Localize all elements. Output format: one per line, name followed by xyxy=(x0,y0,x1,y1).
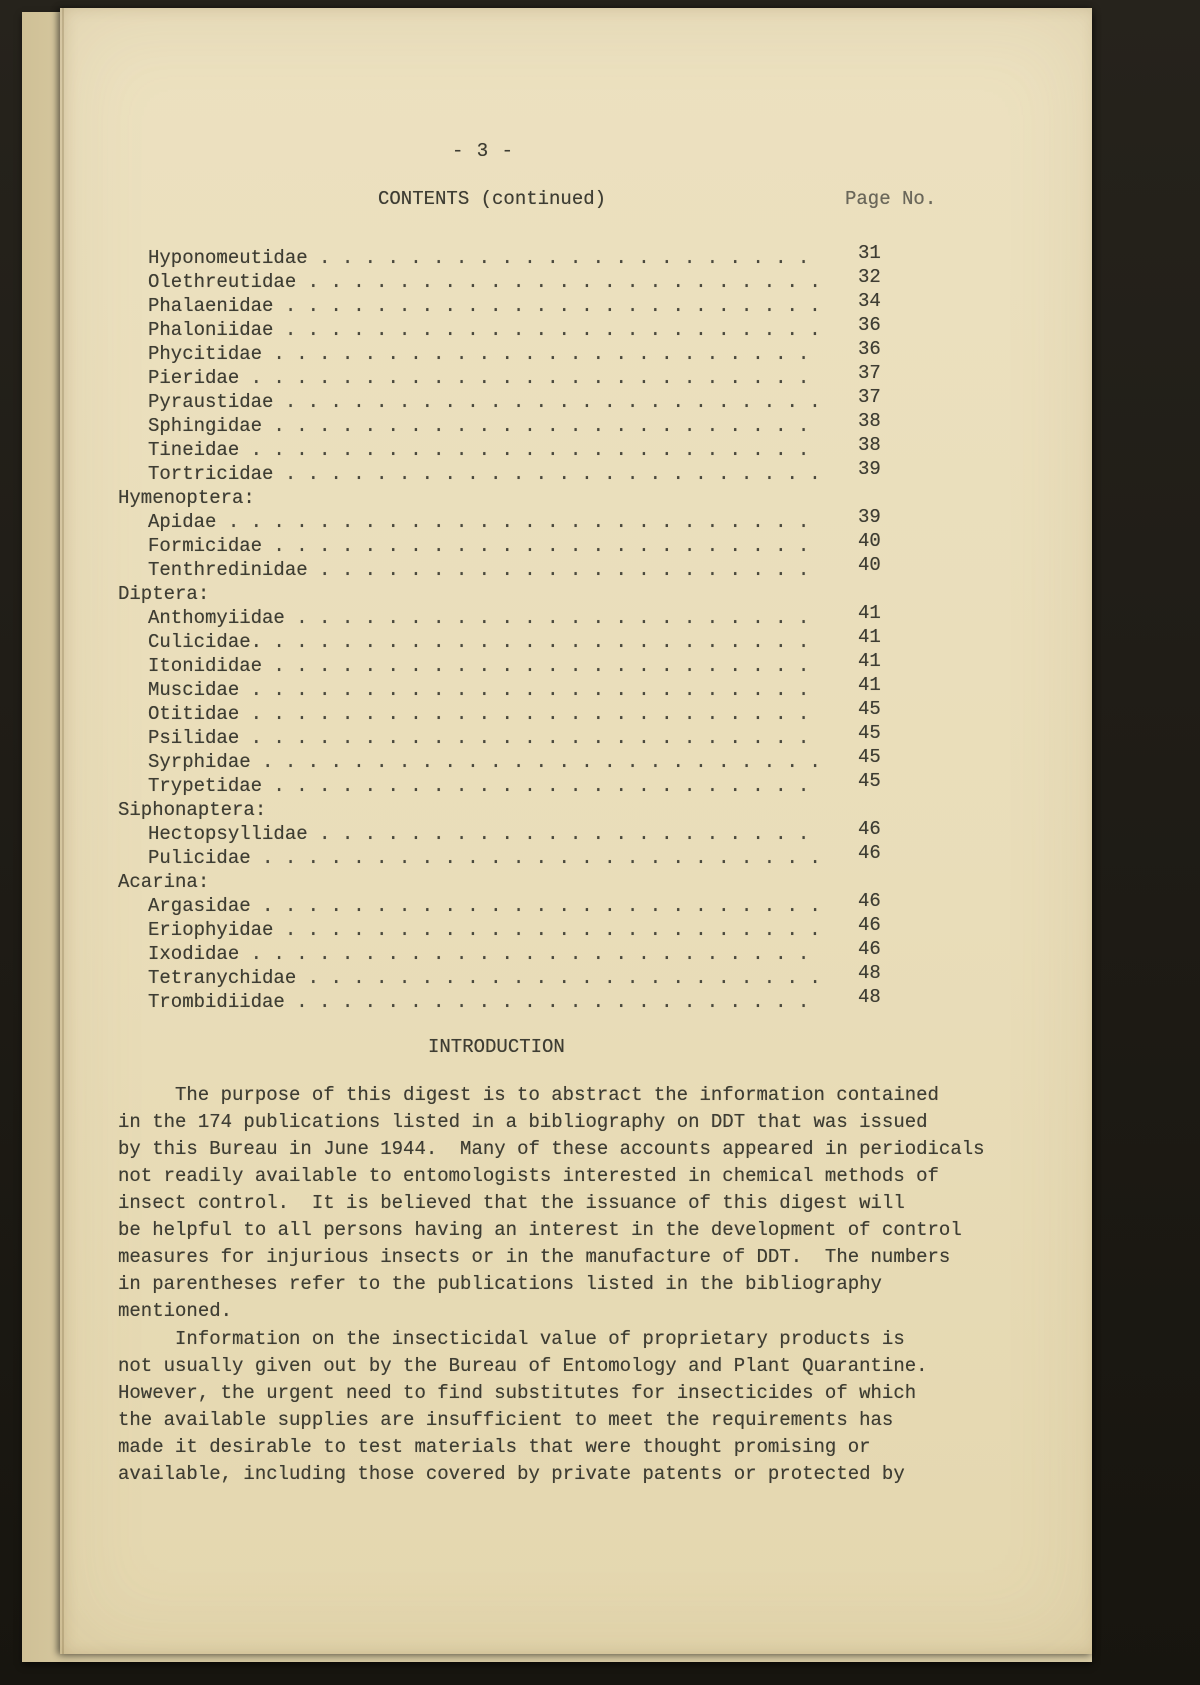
toc-page-number: 34 xyxy=(858,290,881,312)
dot-leader: . . . . . . . . . . . . . . . . . . . . . . . . xyxy=(273,919,821,941)
dot-leader: . . . . . . . . . . . . . . . . . . . . . . . . xyxy=(262,535,810,557)
page-no-column-label: Page No. xyxy=(845,188,937,210)
toc-label: Muscidae xyxy=(148,679,240,701)
toc-section-header xyxy=(118,798,1018,822)
toc-page-number: 45 xyxy=(858,746,881,768)
toc-item xyxy=(118,530,1018,558)
toc-item xyxy=(118,266,1018,294)
paragraph-line: the available supplies are insufficient to meet the requirements has xyxy=(118,1409,894,1431)
paragraph-line: be helpful to all persons having an interest in the development of control xyxy=(118,1219,962,1241)
dot-leader: . . . . . . . . . . . . . . . . . . . . . . xyxy=(307,823,810,845)
toc-page-number: 46 xyxy=(858,818,881,840)
toc-label: Itonididae xyxy=(148,655,263,677)
dot-leader: . . . . . . . . . . . . . . . . . . . . . . . . xyxy=(262,343,810,365)
toc-item xyxy=(118,938,1018,966)
toc-item xyxy=(118,554,1018,582)
paragraph-line: insect control. It is believed that the issuance of this digest will xyxy=(118,1192,905,1214)
toc-item xyxy=(118,602,1018,630)
toc-item xyxy=(118,650,1018,678)
paragraph-line: However, the urgent need to find substitutes for insecticides of which xyxy=(118,1382,917,1404)
dot-leader: . . . . . . . . . . . . . . . . . . . . . . . . xyxy=(273,319,821,341)
dot-leader: . . . . . . . . . . . . . . . . . . . . . . xyxy=(307,247,810,269)
toc-label: Tineidae xyxy=(148,439,240,461)
toc-item xyxy=(118,986,1018,1014)
paragraph-line: not usually given out by the Bureau of Entomology and Plant Quarantine. xyxy=(118,1355,928,1377)
toc-label: Phalaenidae xyxy=(148,295,274,317)
toc-page-number: 37 xyxy=(858,362,881,384)
toc-item xyxy=(118,890,1018,918)
toc-page-number: 41 xyxy=(858,650,881,672)
toc-label: Anthomyiidae xyxy=(148,607,285,629)
toc-page-number: 46 xyxy=(858,890,881,912)
document-page xyxy=(60,8,1092,1654)
toc-label: Diptera: xyxy=(118,583,210,605)
dot-leader: . . . . . . . . . . . . . . . . . . . . . . . xyxy=(284,991,810,1013)
dot-leader: . . . . . . . . . . . . . . . . . . . . . . . . . xyxy=(250,751,821,773)
toc-list xyxy=(118,242,1018,1014)
dot-leader: . . . . . . . . . . . . . . . . . . . . . . . . xyxy=(262,775,810,797)
toc-item xyxy=(118,242,1018,270)
toc-section-header xyxy=(118,486,1018,510)
toc-label: Phaloniidae xyxy=(148,319,274,341)
paragraph-line: in parentheses refer to the publications listed in the bibliography xyxy=(118,1273,882,1295)
paragraph-line: Information on the insecticidal value of proprietary products is xyxy=(175,1328,905,1350)
paragraph-line: The purpose of this digest is to abstract the information contained xyxy=(175,1084,939,1106)
toc-page-number: 45 xyxy=(858,722,881,744)
toc-item xyxy=(118,506,1018,534)
toc-label: Olethreutidae xyxy=(148,271,297,293)
toc-section-header xyxy=(118,582,1018,606)
toc-label: Ixodidae xyxy=(148,943,240,965)
toc-item xyxy=(118,674,1018,702)
toc-label: Hectopsyllidae xyxy=(148,823,308,845)
toc-label: Tenthredinidae xyxy=(148,559,308,581)
toc-page-number: 37 xyxy=(858,386,881,408)
toc-label: Eriophyidae xyxy=(148,919,274,941)
toc-label: Hyponomeutidae xyxy=(148,247,308,269)
toc-item xyxy=(118,962,1018,990)
toc-page-number: 46 xyxy=(858,938,881,960)
toc-label: Siphonaptera: xyxy=(118,799,267,821)
toc-label: Apidae xyxy=(148,511,217,533)
intro-paragraph-2 xyxy=(118,1326,1068,1488)
dot-leader: . . . . . . . . . . . . . . . . . . . . . . . . . xyxy=(250,895,821,917)
introduction-heading: INTRODUCTION xyxy=(428,1036,565,1058)
toc-section-header xyxy=(118,870,1018,894)
toc-item xyxy=(118,338,1018,366)
toc-label: Culicidae. xyxy=(148,631,263,653)
toc-label: Sphingidae xyxy=(148,415,263,437)
toc-label: Pulicidae xyxy=(148,847,251,869)
toc-page-number: 46 xyxy=(858,914,881,936)
toc-label: Otitidae xyxy=(148,703,240,725)
toc-label: Argasidae xyxy=(148,895,251,917)
paragraph-line: not readily available to entomologists interested in chemical methods of xyxy=(118,1165,939,1187)
toc-item xyxy=(118,842,1018,870)
toc-item xyxy=(118,410,1018,438)
toc-label: Phycitidae xyxy=(148,343,263,365)
dot-leader: . . . . . . . . . . . . . . . . . . . . . . . . . xyxy=(250,847,821,869)
toc-label: Psilidae xyxy=(148,727,240,749)
toc-label: Pyraustidae xyxy=(148,391,274,413)
toc-label: Tortricidae xyxy=(148,463,274,485)
toc-page-number: 45 xyxy=(858,698,881,720)
toc-page-number: 38 xyxy=(858,410,881,432)
toc-label: Tetranychidae xyxy=(148,967,297,989)
toc-page-number: 48 xyxy=(858,986,881,1008)
dot-leader: . . . . . . . . . . . . . . . . . . . . . . . . . xyxy=(239,367,810,389)
contents-title: CONTENTS (continued) xyxy=(378,188,607,210)
dot-leader: . . . . . . . . . . . . . . . . . . . . . . xyxy=(307,559,810,581)
toc-label: Formicidae xyxy=(148,535,263,557)
toc-page-number: 40 xyxy=(858,554,881,576)
toc-item xyxy=(118,698,1018,726)
dot-leader: . . . . . . . . . . . . . . . . . . . . . . . . . xyxy=(239,727,810,749)
toc-page-number: 32 xyxy=(858,266,881,288)
paragraph-line: mentioned. xyxy=(118,1300,233,1322)
paragraph-line: by this Bureau in June 1944. Many of these accounts appeared in periodicals xyxy=(118,1138,985,1160)
dot-leader: . . . . . . . . . . . . . . . . . . . . . . . xyxy=(284,607,810,629)
toc-page-number: 48 xyxy=(858,962,881,984)
toc-page-number: 39 xyxy=(858,458,881,480)
dot-leader: . . . . . . . . . . . . . . . . . . . . . . . . . xyxy=(239,439,810,461)
toc-item xyxy=(118,722,1018,750)
toc-page-number: 36 xyxy=(858,314,881,336)
toc-page-number: 46 xyxy=(858,842,881,864)
paragraph-line: in the 174 publications listed in a bibliography on DDT that was issued xyxy=(118,1111,928,1133)
toc-item xyxy=(118,386,1018,414)
toc-item xyxy=(118,914,1018,942)
toc-item xyxy=(118,290,1018,318)
dot-leader: . . . . . . . . . . . . . . . . . . . . . . . . xyxy=(262,415,810,437)
toc-page-number: 41 xyxy=(858,602,881,624)
toc-item xyxy=(118,626,1018,654)
dot-leader: . . . . . . . . . . . . . . . . . . . . . . . . . xyxy=(239,703,810,725)
toc-label: Pieridae xyxy=(148,367,240,389)
dot-leader: . . . . . . . . . . . . . . . . . . . . . . . . . xyxy=(239,679,810,701)
toc-item xyxy=(118,818,1018,846)
toc-page-number: 41 xyxy=(858,674,881,696)
toc-label: Trypetidae xyxy=(148,775,263,797)
dot-leader: . . . . . . . . . . . . . . . . . . . . . . . . . . xyxy=(216,511,810,533)
dot-leader: . . . . . . . . . . . . . . . . . . . . . . . xyxy=(296,271,821,293)
toc-page-number: 36 xyxy=(858,338,881,360)
dot-leader: . . . . . . . . . . . . . . . . . . . . . . . . xyxy=(262,655,810,677)
toc-page-number: 39 xyxy=(858,506,881,528)
toc-page-number: 41 xyxy=(858,626,881,648)
dot-leader: . . . . . . . . . . . . . . . . . . . . . . . . xyxy=(273,391,821,413)
dot-leader: . . . . . . . . . . . . . . . . . . . . . . . . xyxy=(273,295,821,317)
toc-label: Hymenoptera: xyxy=(118,487,255,509)
intro-paragraph-1 xyxy=(118,1082,1068,1325)
dot-leader: . . . . . . . . . . . . . . . . . . . . . . . . . xyxy=(239,943,810,965)
page-content xyxy=(60,8,1092,1654)
toc-item xyxy=(118,362,1018,390)
toc-label: Syrphidae xyxy=(148,751,251,773)
toc-label: Trombidiidae xyxy=(148,991,285,1013)
toc-item xyxy=(118,434,1018,462)
toc-page-number: 31 xyxy=(858,242,881,264)
toc-item xyxy=(118,746,1018,774)
toc-page-number: 45 xyxy=(858,770,881,792)
paragraph-line: made it desirable to test materials that were thought promising or xyxy=(118,1436,871,1458)
paragraph-line: measures for injurious insects or in the manufacture of DDT. The numbers xyxy=(118,1246,951,1268)
page-number: - 3 - xyxy=(452,140,515,162)
dot-leader: . . . . . . . . . . . . . . . . . . . . . . . xyxy=(296,967,821,989)
dot-leader: . . . . . . . . . . . . . . . . . . . . . . . . xyxy=(273,463,821,485)
toc-item xyxy=(118,770,1018,798)
dot-leader: . . . . . . . . . . . . . . . . . . . . . . . . xyxy=(262,631,810,653)
toc-page-number: 38 xyxy=(858,434,881,456)
toc-label: Acarina: xyxy=(118,871,210,893)
paragraph-line: available, including those covered by private patents or protected by xyxy=(118,1463,905,1485)
toc-item xyxy=(118,314,1018,342)
toc-item xyxy=(118,458,1018,486)
toc-page-number: 40 xyxy=(858,530,881,552)
